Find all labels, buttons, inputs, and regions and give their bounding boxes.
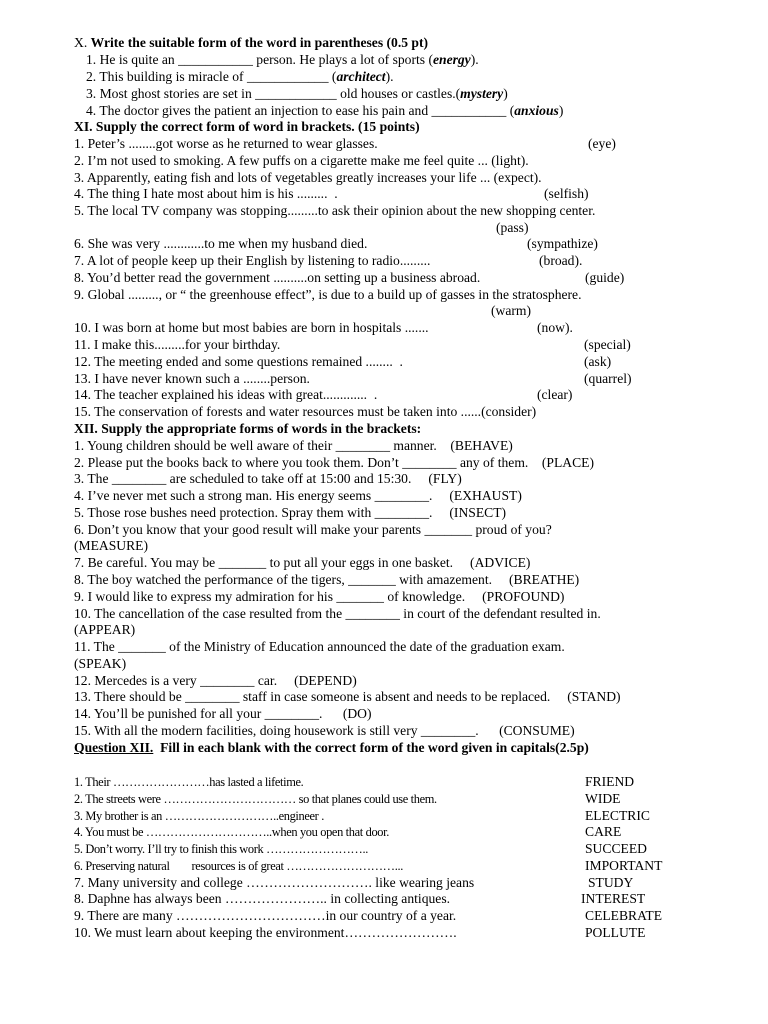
section-xii-item-3: 3. The ________ are scheduled to take off at 15:00 and 15:30. (FLY) <box>74 471 462 486</box>
question-item-4: 4. You must be …………………………..when you open that door. <box>74 825 389 839</box>
section-xi-item-11: 11. I make this.........for your birthday. <box>74 337 281 352</box>
question-item-10: 10. We must learn about keeping the environment……………………. <box>74 925 457 940</box>
section-xii-item-6: 6. Don’t you know that your good result will make your parents _______ proud of you? <box>74 522 552 537</box>
question-item-6: 6. Preserving natural resources is of great ………………………... <box>74 859 403 873</box>
question-item-7: 7. Many university and college ………………………. like wearing jeans <box>74 875 475 890</box>
capital-word: SUCCEED <box>585 841 647 856</box>
word-hint: energy <box>432 52 471 67</box>
word-hint: (ask) <box>584 354 612 369</box>
section-x-number: X. <box>74 35 91 50</box>
section-x-heading <box>74 35 428 52</box>
section-xii-heading: XII. Supply the appropriate forms of words in the brackets: <box>74 421 422 436</box>
section-x-item-4: 4. The doctor gives the patient an injection to ease his pain and ___________ (anxious) <box>86 103 564 118</box>
question-item-8: 8. Daphne has always been ………………….. in collecting antiques. <box>74 891 451 906</box>
capital-word: WIDE <box>585 791 621 806</box>
section-xii-item-2: 2. Please put the books back to where you took them. Don’t ________ any of them. (PLACE) <box>74 455 595 470</box>
word-hint: (quarrel) <box>584 371 632 386</box>
section-xii-item-11-word: (SPEAK) <box>74 656 127 671</box>
word-hint: (guide) <box>585 270 625 285</box>
section-xii-item-6-word: (MEASURE) <box>74 538 149 553</box>
section-xi-item-15: 15. The conservation of forests and water resources must be taken into ......(consider) <box>74 404 537 419</box>
capital-word: CARE <box>585 824 622 839</box>
capital-word: FRIEND <box>585 774 635 789</box>
section-xi-item-13: 13. I have never known such a ........person. <box>74 371 310 386</box>
section-xii-item-7: 7. Be careful. You may be _______ to put all your eggs in one basket. (ADVICE) <box>74 555 531 570</box>
section-xii-item-15: 15. With all the modern facilities, doing housework is still very ________. (CONSUME) <box>74 723 575 738</box>
capital-word: ELECTRIC <box>585 808 650 823</box>
question-item-5: 5. Don’t worry. I’ll try to finish this work …………………….. <box>74 842 368 856</box>
question-item-3: 3. My brother is an ………………………..engineer . <box>74 809 324 823</box>
section-x-title: Write the suitable form of the word in parentheses (0.5 pt) <box>90 35 429 50</box>
section-xii-item-11: 11. The _______ of the Ministry of Education announced the date of the graduation exam. <box>74 639 565 654</box>
word-hint: (selfish) <box>544 186 589 201</box>
section-xi-item-4: 4. The thing I hate most about him is his ......... . <box>74 186 338 201</box>
section-xi-heading: XI. Supply the correct form of word in brackets. (15 points) <box>74 119 420 134</box>
word-hint: (clear) <box>537 387 573 402</box>
section-x-item-2: 2. This building is miracle of ____________ (architect). <box>86 69 394 84</box>
section-xi-item-6: 6. She was very ............to me when my husband died. <box>74 236 368 251</box>
section-x-item-3: 3. Most ghost stories are set in ____________ old houses or castles.(mystery) <box>86 86 508 101</box>
question-item-1: 1. Their ……………………has lasted a lifetime. <box>74 775 304 789</box>
question-title: Fill in each blank with the correct form of the word given in capitals(2.5p) <box>153 740 589 755</box>
section-xii-item-10: 10. The cancellation of the case resulted from the ________ in court of the defendant resulted in. <box>74 606 601 621</box>
word-hint: mystery <box>460 86 504 101</box>
section-xi-item-7: 7. A lot of people keep up their English by listening to radio......... <box>74 253 431 268</box>
section-x-item-1: 1. He is quite an ___________ person. He plays a lot of sports (energy). <box>86 52 479 67</box>
section-xi-item-14: 14. The teacher explained his ideas with great............. . <box>74 387 378 402</box>
section-xi-item-2: 2. I’m not used to smoking. A few puffs on a cigarette make me feel quite ... (light). <box>74 153 529 168</box>
section-xi-item-9: 9. Global ........., or “ the greenhouse effect”, is due to a build up of gasses in the stratosphere. <box>74 287 582 302</box>
capital-word: POLLUTE <box>585 925 646 940</box>
capital-word: IMPORTANT <box>585 858 663 873</box>
section-xii-item-4: 4. I’ve never met such a strong man. His energy seems ________. (EXHAUST) <box>74 488 522 503</box>
section-xii-item-12: 12. Mercedes is a very ________ car. (DEPEND) <box>74 673 357 688</box>
capital-word: CELEBRATE <box>585 908 663 923</box>
word-hint: (sympathize) <box>527 236 598 251</box>
capital-word: INTEREST <box>581 891 646 906</box>
section-xi-item-3: 3. Apparently, eating fish and lots of vegetables greatly increases your life ... (expect). <box>74 170 542 185</box>
word-hint: anxious <box>514 103 559 118</box>
question-label: Question XII. <box>74 740 154 755</box>
section-xi-item-8: 8. You’d better read the government ..........on setting up a business abroad. <box>74 270 481 285</box>
section-xii-item-9: 9. I would like to express my admiration for his _______ of knowledge. (PROFOUND) <box>74 589 565 604</box>
word-hint: (eye) <box>588 136 616 151</box>
section-xii-item-1: 1. Young children should be well aware of their ________ manner. (BEHAVE) <box>74 438 513 453</box>
section-xi-item-10: 10. I was born at home but most babies are born in hospitals ....... <box>74 320 429 335</box>
section-xi-item-12: 12. The meeting ended and some questions remained ........ . <box>74 354 403 369</box>
question-item-9: 9. There are many ……………………………in our country of a year. <box>74 908 457 923</box>
capital-word: STUDY <box>588 875 634 890</box>
word-hint: (special) <box>584 337 631 352</box>
word-hint: (pass) <box>496 220 529 235</box>
section-xii-item-8: 8. The boy watched the performance of the tigers, _______ with amazement. (BREATHE) <box>74 572 580 587</box>
word-hint: (broad). <box>539 253 583 268</box>
section-xii-item-10-word: (APPEAR) <box>74 622 136 637</box>
section-xii-item-13: 13. There should be ________ staff in case someone is absent and needs to be replaced. (STAND) <box>74 689 621 704</box>
word-hint: architect <box>336 69 386 84</box>
word-hint: (warm) <box>491 303 532 318</box>
section-xii-item-14: 14. You’ll be punished for all your ________. (DO) <box>74 706 372 721</box>
word-hint: (now). <box>537 320 573 335</box>
section-xi-item-1: 1. Peter’s ........got worse as he returned to wear glasses. <box>74 136 378 151</box>
section-xii-item-5: 5. Those rose bushes need protection. Spray them with ________. (INSECT) <box>74 505 507 520</box>
question-item-2: 2. The streets were …………………………… so that planes could use them. <box>74 792 437 806</box>
section-xi-item-5: 5. The local TV company was stopping.........to ask their opinion about the new shopping center. <box>74 203 596 218</box>
question-xii-heading <box>74 740 589 757</box>
